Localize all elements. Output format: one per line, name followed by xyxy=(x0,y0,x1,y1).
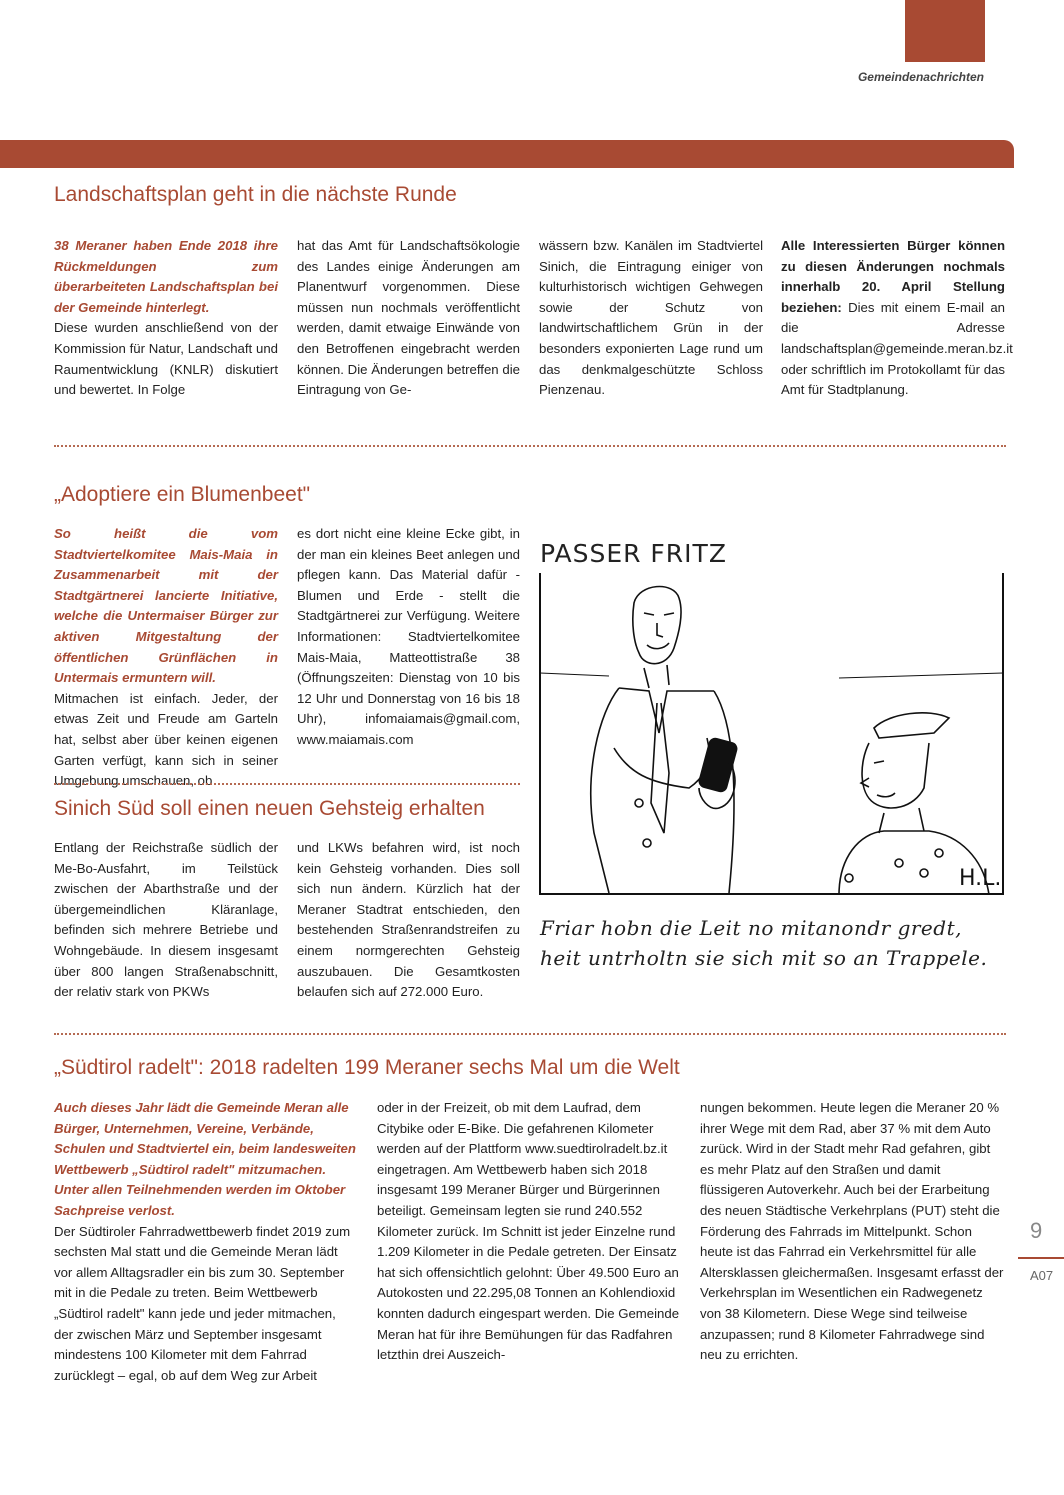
article1-col1-text: Diese wurden anschließend von der Kommission für Natur, Landschaft und Raumentwicklung (KNLR) diskutiert und bewertet. In Folge xyxy=(54,320,278,398)
header-tab xyxy=(905,0,985,62)
article4-col1-text: Der Südtiroler Fahrradwettbewerb findet 2019 zum sechsten Mal statt und die Gemeinde Meran lädt vor allem Alltagsradler ein bis zum 30. September mit in die Pedale zu treten. Beim Wettbewerb „Südtirol radelt" kann jede und jeder mitmachen, der zwischen März und September insgesamt mindestens 100 Kilometer mit dem Fahrrad zurücklegt – egal, ob auf dem Weg zur Arbeit xyxy=(54,1223,351,1383)
article4-col3: nungen bekommen. Heute legen die Meraner 20 % ihrer Wege mit dem Rad, aber 37 % mit dem Auto zurück. Wird in der Stadt mehr Rad gefahren, gibt es mehr Platz auf den Straßen und damit flüssigeren Autoverkehr. Auch bei der Erarbeitung des neuen Städtische Verkehrplans (PUT) steht die Förderung des Fahrrads im Mittelpunkt. Schon heute ist das Fahrrad ein Verkehrsmittel für alle Altersklassen gleichermaßen. Insgesamt erfasst der Verkehrsplan im Wesentlichen ein Radwegenetz von 38 Kilometern. Diese Wege sind teilweise anzupassen; rund 8 Kilometer Fahrradwege sind neu zu errichten. xyxy=(700,1100,1004,1363)
article2-col2: es dort nicht eine kleine Ecke gibt, in der man ein kleines Beet anlegen und pflegen kann. Das Material dafür - Blumen und Erde - stellt die Stadtgärtnerei zur Verfügung. Weitere Informationen: Stadtviertelkomitee Mais-Maia, Matteottistraße 38 (Öffnungszeiten: Dienstag von 10 bis 12 Uhr und Donnerstag von 16 bis 18 Uhr), infomaiamais@gmail.com, www.maiamais.com xyxy=(297,526,520,747)
article1-col4 xyxy=(781,236,1013,401)
section-label: Gemeindenachrichten xyxy=(857,70,984,84)
article3-title: Sinich Süd soll einen neuen Gehsteig erhalten xyxy=(54,797,485,820)
article1-col4-text: Dies mit einem E-mail an die Adresse landschaftsplan@gemeinde.meran.bz.it oder schriftlich im Protokollamt für das Amt für Stadtplanung. xyxy=(781,299,1013,398)
article1-col2: hat das Amt für Landschaftsökologie des Landes einige Änderungen am Planentwurf vorgenommen. Diese müssen nun nochmals veröffentlicht werden, damit etwaige Einwände von den Betroffenen eingebracht werden können. Die Änderungen betreffen die Eintragung von Ge- xyxy=(297,238,520,398)
cartoon-caption xyxy=(540,913,987,973)
article2-lead: So heißt die vom Stadtviertelkomitee Mais-Maia in Zusammenarbeit mit der Stadtgärtnerei lancierte Initiative, welche die Untermaiser Bürger zur aktiven Mitgestaltung der öffentlichen Grünflächen in Untermais ermuntern will. xyxy=(54,526,278,686)
page-code: A07 xyxy=(1030,1268,1054,1283)
header-band xyxy=(0,140,1014,168)
cartoon-title: PASSER FRITZ xyxy=(540,539,727,568)
page-number: 9 xyxy=(1030,1218,1043,1243)
article2-col1-text: Mitmachen ist einfach. Jeder, der etwas Zeit und Freude am Garteln hat, selbst aber über keinen eigenen Garten verfügt, kann sich in seiner Umgebung umschauen, ob xyxy=(54,690,278,789)
article4-col1 xyxy=(54,1098,358,1386)
article2-title: „Adoptiere ein Blumenbeet" xyxy=(54,483,311,506)
article3-col2: und LKWs befahren wird, ist noch kein Gehsteig vorhanden. Dies soll sich nun ändern. Kürzlich hat der Meraner Stadtrat entschieden, den bestehenden Straßenrandstreifen zu einem normgerechten Gehsteig auszubauen. Die Gesamtkosten belaufen sich auf 272.000 Euro. xyxy=(297,840,520,1000)
article1-col4-bold: Alle Interessierten Bürger können zu diesen Änderungen nochmals innerhalb 20. April Stellung beziehen: xyxy=(781,238,1005,315)
article1-lead: 38 Meraner haben Ende 2018 ihre Rückmeldungen zum überarbeiteten Landschaftsplan bei der Gemeinde hinterlegt. xyxy=(54,238,278,315)
cartoon-caption-line2: heit untrholtn sie sich mit so an Trappele. xyxy=(540,946,988,970)
divider xyxy=(54,783,520,785)
cartoon-caption-line1: Friar hobn die Leit no mitanondr gredt, xyxy=(540,916,962,940)
article1-title: Landschaftsplan geht in die nächste Runde xyxy=(54,183,457,206)
cartoon-illustration xyxy=(539,573,1004,895)
article3-col1: Entlang der Reichstraße südlich der Me-Bo-Ausfahrt, im Teilstück zwischen der Abarthstraße und der übergemeindlichen Kläranlage, befinden sich mehrere Betriebe und Wohngebäude. In diesem insgesamt über 800 langen Straßenabschnitt, der relativ stark von PKWs xyxy=(54,840,278,1000)
article4-title: „Südtirol radelt": 2018 radelten 199 Meraner sechs Mal um die Welt xyxy=(54,1056,680,1079)
article1-col3: wässern bzw. Kanälen im Stadtviertel Sinich, die Eintragung einiger von kulturhistorisch wichtigen Gehwegen sowie der Schutz von landwirtschaftlichem Grün in der besonders exponierten Lage rund um das denkmalgeschützte Schloss Pienzenau. xyxy=(539,238,763,398)
article2-col1 xyxy=(54,524,278,792)
cartoon-signature: H.L. xyxy=(959,866,1002,891)
divider xyxy=(54,445,1006,447)
page-marker-line xyxy=(1018,1257,1064,1259)
article1-col1 xyxy=(54,236,278,401)
article4-col2: oder in der Freizeit, ob mit dem Laufrad, dem Citybike oder E-Bike. Die gefahrenen Kilometer werden auf der Plattform www.suedtirolradelt.bz.it eingetragen. Am Wettbewerb haben sich 2018 insgesamt 199 Meraner Bürger und Bürgerinnen beteiligt. Gemeinsam legten sie rund 240.552 Kilometer zurück. Im Schnitt ist jeder Einzelne rund 1.209 Kilometer in die Pedale getreten. Der Einsatz hat sich offensichtlich gelohnt: Über 49.500 Euro an Autokosten und 22.295,08 Tonnen an Kohlendioxid konnten dadurch eingespart werden. Die Gemeinde Meran hat für ihre Bemühungen für das Radfahren letzthin drei Auszeich- xyxy=(377,1100,680,1363)
divider xyxy=(54,1033,1006,1035)
article4-lead: Auch dieses Jahr lädt die Gemeinde Meran alle Bürger, Unternehmen, Vereine, Verbände, Schulen und Stadtviertel ein, beim landesweiten Wettbewerb „Südtirol radelt" mitzumachen. Unter allen Teilnehmenden werden im Oktober Sachpreise verlost. xyxy=(54,1100,356,1218)
